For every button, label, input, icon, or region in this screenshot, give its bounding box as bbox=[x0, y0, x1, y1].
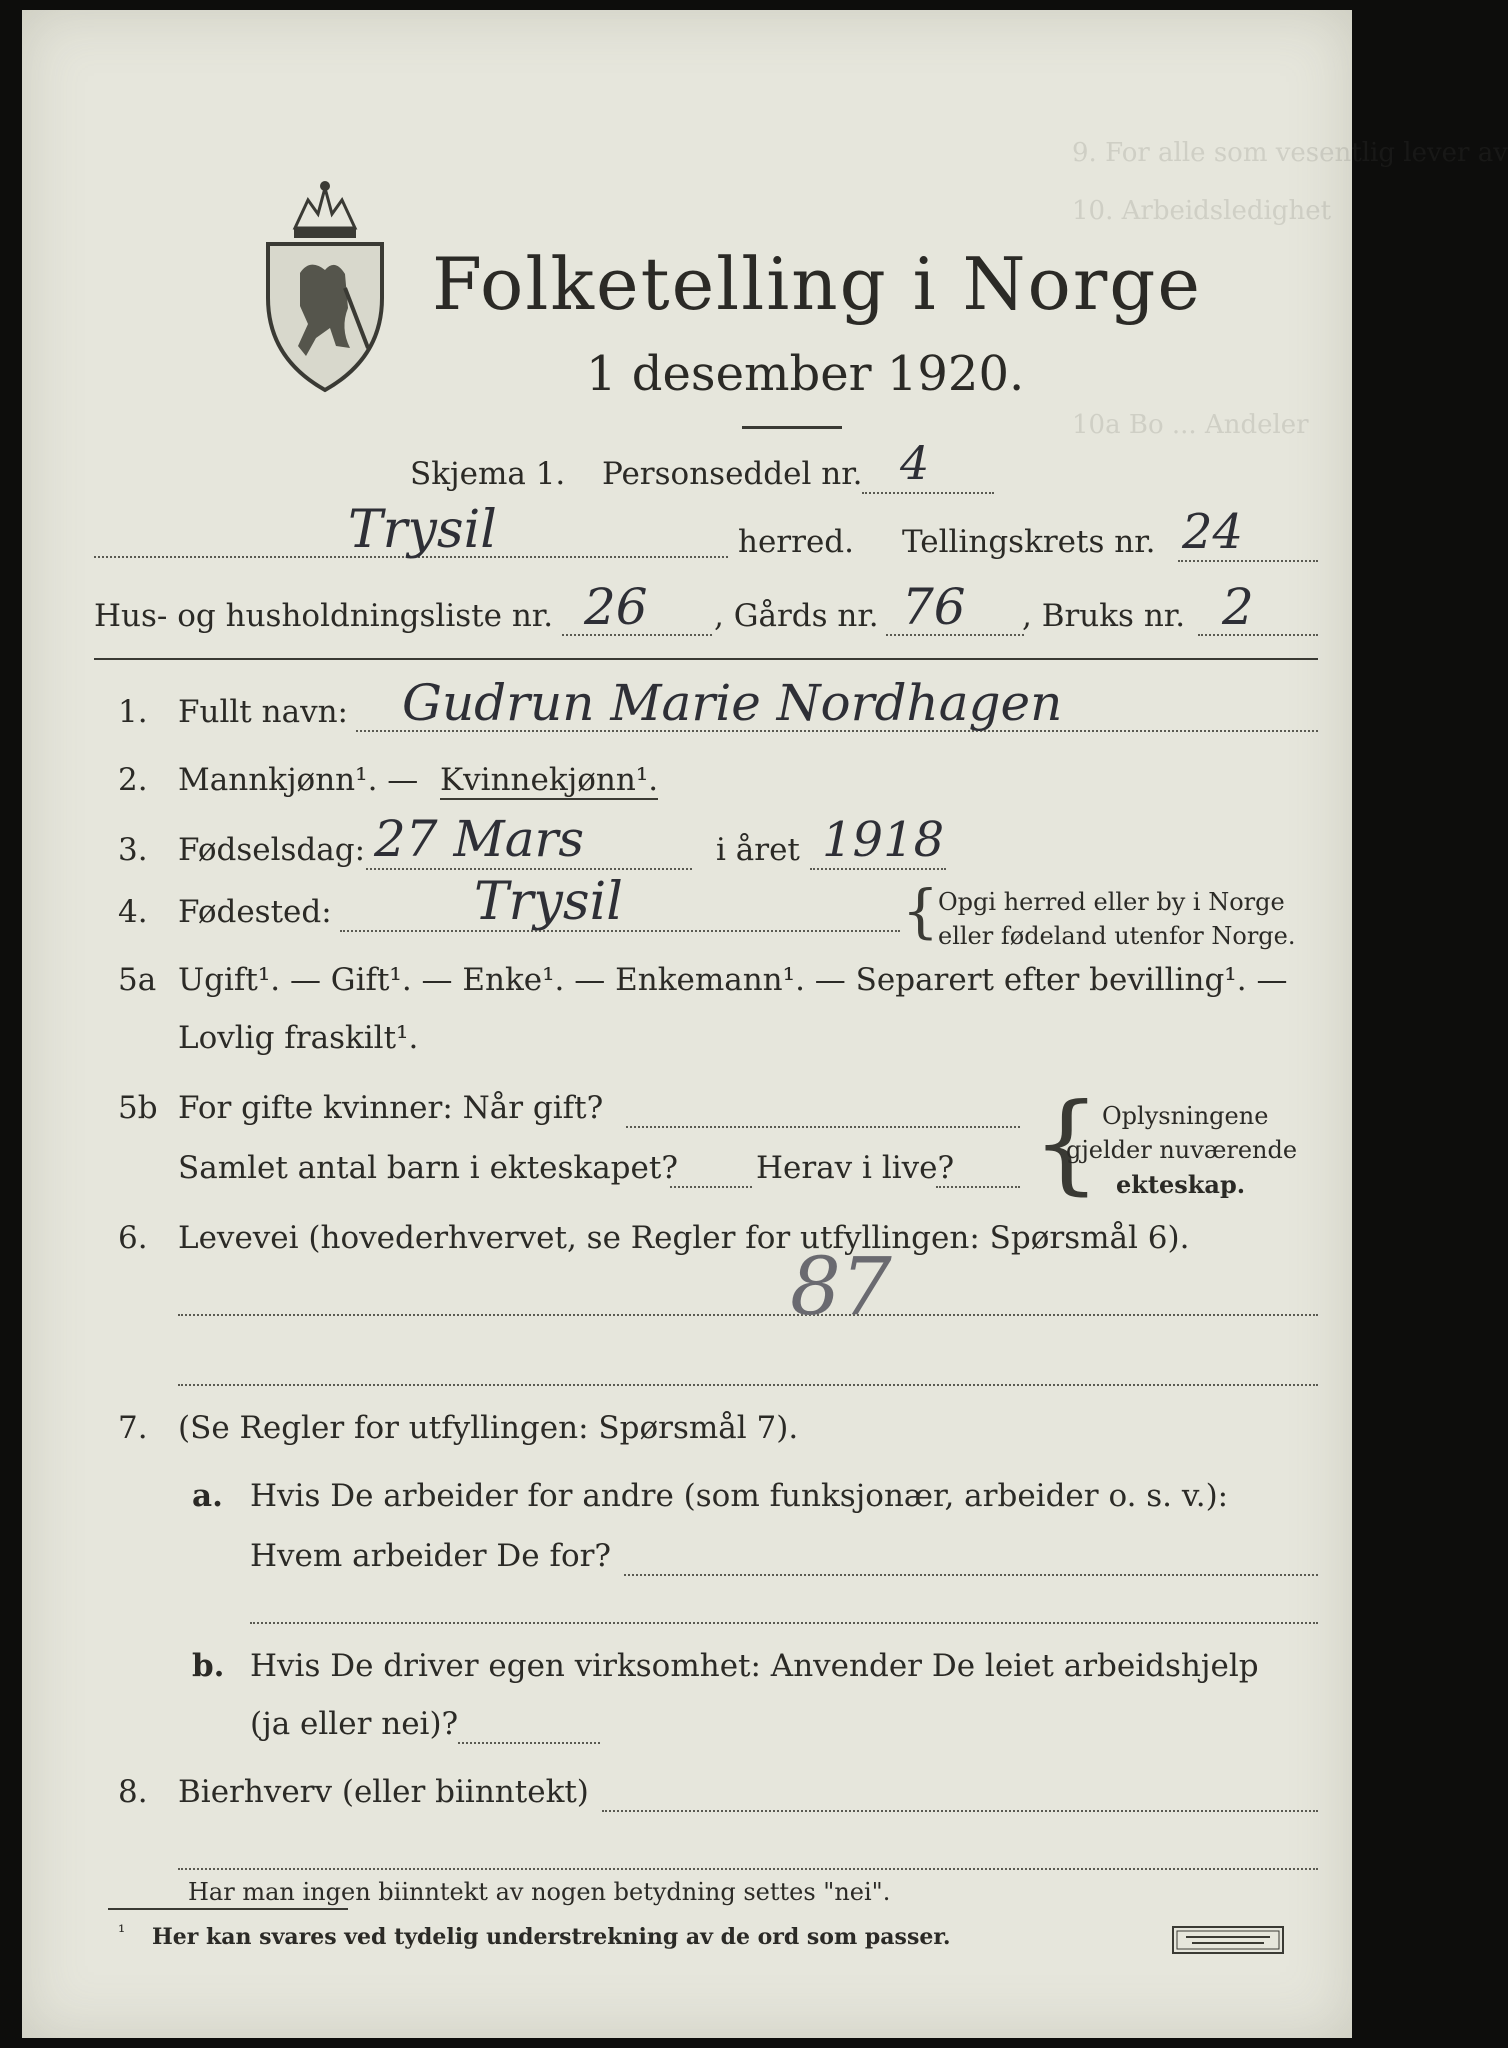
q5b-note-line3: ekteskap. bbox=[1116, 1170, 1246, 1199]
bleed-through-text: 10. Arbeidsledighet bbox=[1072, 196, 1332, 226]
q7a-line-extra bbox=[250, 1622, 1318, 1624]
q5b-alive-line bbox=[936, 1186, 1020, 1188]
footnote-mark: ¹ bbox=[118, 1922, 126, 1943]
q7b-line1: Hvis De driver egen virksomhet: Anvender De leiet arbeidshjelp bbox=[250, 1648, 1259, 1684]
q5b-alive-label: Herav i live? bbox=[756, 1150, 955, 1186]
q3-number: 3. bbox=[118, 832, 148, 868]
personseddel-line bbox=[862, 492, 994, 494]
q4-label: Fødested: bbox=[178, 894, 332, 930]
personseddel-label: Personseddel nr. bbox=[602, 456, 863, 492]
biinntekt-note: Har man ingen biinntekt av nogen betydning settes "nei". bbox=[188, 1878, 891, 1906]
q5b-brace: { bbox=[1032, 1081, 1101, 1206]
page-title: Folketelling i Norge bbox=[432, 242, 1202, 326]
tellingskrets-value: 24 bbox=[1182, 504, 1244, 560]
q7b-line bbox=[458, 1742, 600, 1744]
q3-birthday-line bbox=[366, 868, 692, 870]
tellingskrets-label: Tellingskrets nr. bbox=[902, 524, 1156, 560]
q6-pencil-mark: 87 bbox=[790, 1240, 892, 1333]
bruks-line bbox=[1198, 634, 1318, 636]
census-form-page bbox=[22, 10, 1508, 2038]
herred-label: herred. bbox=[738, 524, 854, 560]
q6-line2 bbox=[178, 1384, 1318, 1386]
birthplace-value: Trysil bbox=[474, 872, 623, 932]
birth-year-value: 1918 bbox=[822, 812, 945, 868]
bruks-value: 2 bbox=[1222, 578, 1254, 636]
q8-line2 bbox=[178, 1868, 1318, 1870]
q5a-options-line2: Lovlig fraskilt¹. bbox=[178, 1020, 419, 1056]
q5b-note-line2: gjelder nuværende bbox=[1066, 1136, 1298, 1164]
q3-label: Fødselsdag: bbox=[178, 832, 366, 868]
q5a-options-line1: Ugift¹. — Gift¹. — Enke¹. — Enkemann¹. — Separert efter bevilling¹. — bbox=[178, 962, 1288, 998]
full-name-value: Gudrun Marie Nordhagen bbox=[402, 674, 1063, 732]
birthday-value: 27 Mars bbox=[374, 810, 585, 868]
q1-number: 1. bbox=[118, 694, 148, 730]
q4-note-line2: eller fødeland utenfor Norge. bbox=[938, 922, 1296, 950]
q1-label: Fullt navn: bbox=[178, 694, 348, 730]
husholdning-value: 26 bbox=[584, 578, 648, 636]
gards-value: 76 bbox=[902, 578, 966, 636]
header-rule bbox=[94, 658, 1318, 660]
footnote-rule bbox=[108, 1908, 348, 1910]
q2-number: 2. bbox=[118, 762, 148, 798]
bleed-through-text: 9. For alle som vesentlig lever av bbox=[1072, 138, 1508, 168]
q7-number: 7. bbox=[118, 1410, 148, 1446]
husholdning-label: Hus- og husholdningsliste nr. bbox=[94, 598, 554, 634]
q5b-married-line bbox=[626, 1126, 1020, 1128]
q7b-letter: b. bbox=[192, 1648, 225, 1684]
q3-year-line bbox=[810, 868, 946, 870]
q6-line1 bbox=[178, 1314, 1318, 1316]
q5b-children-line bbox=[670, 1186, 752, 1188]
q4-note-line1: Opgi herred eller by i Norge bbox=[938, 888, 1285, 916]
schema-label: Skjema 1. bbox=[410, 456, 566, 492]
q7a-letter: a. bbox=[192, 1478, 223, 1514]
q5b-number: 5b bbox=[118, 1090, 158, 1126]
herred-value: Trysil bbox=[348, 500, 497, 560]
footnote-text: Her kan svares ved tydelig understrekning av de ord som passer. bbox=[152, 1924, 951, 1950]
q7a-line bbox=[624, 1574, 1318, 1576]
personseddel-value: 4 bbox=[900, 436, 930, 490]
census-date: 1 desember 1920. bbox=[586, 346, 1025, 402]
q2-male-option: Mannkjønn¹. — bbox=[178, 762, 419, 798]
q6-label: Levevei (hovederhvervet, se Regler for utfyllingen: Spørsmål 6). bbox=[178, 1220, 1190, 1256]
q2-female-option: Kvinnekjønn¹. bbox=[440, 762, 659, 798]
q5b-note-line1: Oplysningene bbox=[1102, 1102, 1269, 1130]
q4-brace: { bbox=[902, 877, 939, 945]
norwegian-coat-of-arms-icon bbox=[250, 178, 400, 396]
q3-year-label: i året bbox=[716, 832, 800, 868]
bruks-label: , Bruks nr. bbox=[1022, 598, 1186, 634]
q8-number: 8. bbox=[118, 1774, 148, 1810]
q7a-line2: Hvem arbeider De for? bbox=[250, 1538, 612, 1574]
q6-number: 6. bbox=[118, 1220, 148, 1256]
q5a-number: 5a bbox=[118, 962, 157, 998]
q7b-line2: (ja eller nei)? bbox=[250, 1706, 459, 1742]
bleed-through-text: 10a Bo ... Andeler bbox=[1072, 410, 1309, 440]
title-divider bbox=[742, 426, 842, 429]
gards-label: , Gårds nr. bbox=[714, 598, 879, 634]
q7a-line1: Hvis De arbeider for andre (som funksjonær, arbeider o. s. v.): bbox=[250, 1478, 1229, 1514]
tellingskrets-line bbox=[1178, 560, 1318, 562]
q7-label: (Se Regler for utfyllingen: Spørsmål 7). bbox=[178, 1410, 799, 1446]
printer-stamp-icon bbox=[1172, 1926, 1284, 1954]
q5b-line1: For gifte kvinner: Når gift? bbox=[178, 1090, 604, 1126]
q4-number: 4. bbox=[118, 894, 148, 930]
q5b-children-label: Samlet antal barn i ekteskapet? bbox=[178, 1150, 678, 1186]
q8-label: Bierhverv (eller biinntekt) bbox=[178, 1774, 589, 1810]
q8-line1 bbox=[602, 1810, 1318, 1812]
